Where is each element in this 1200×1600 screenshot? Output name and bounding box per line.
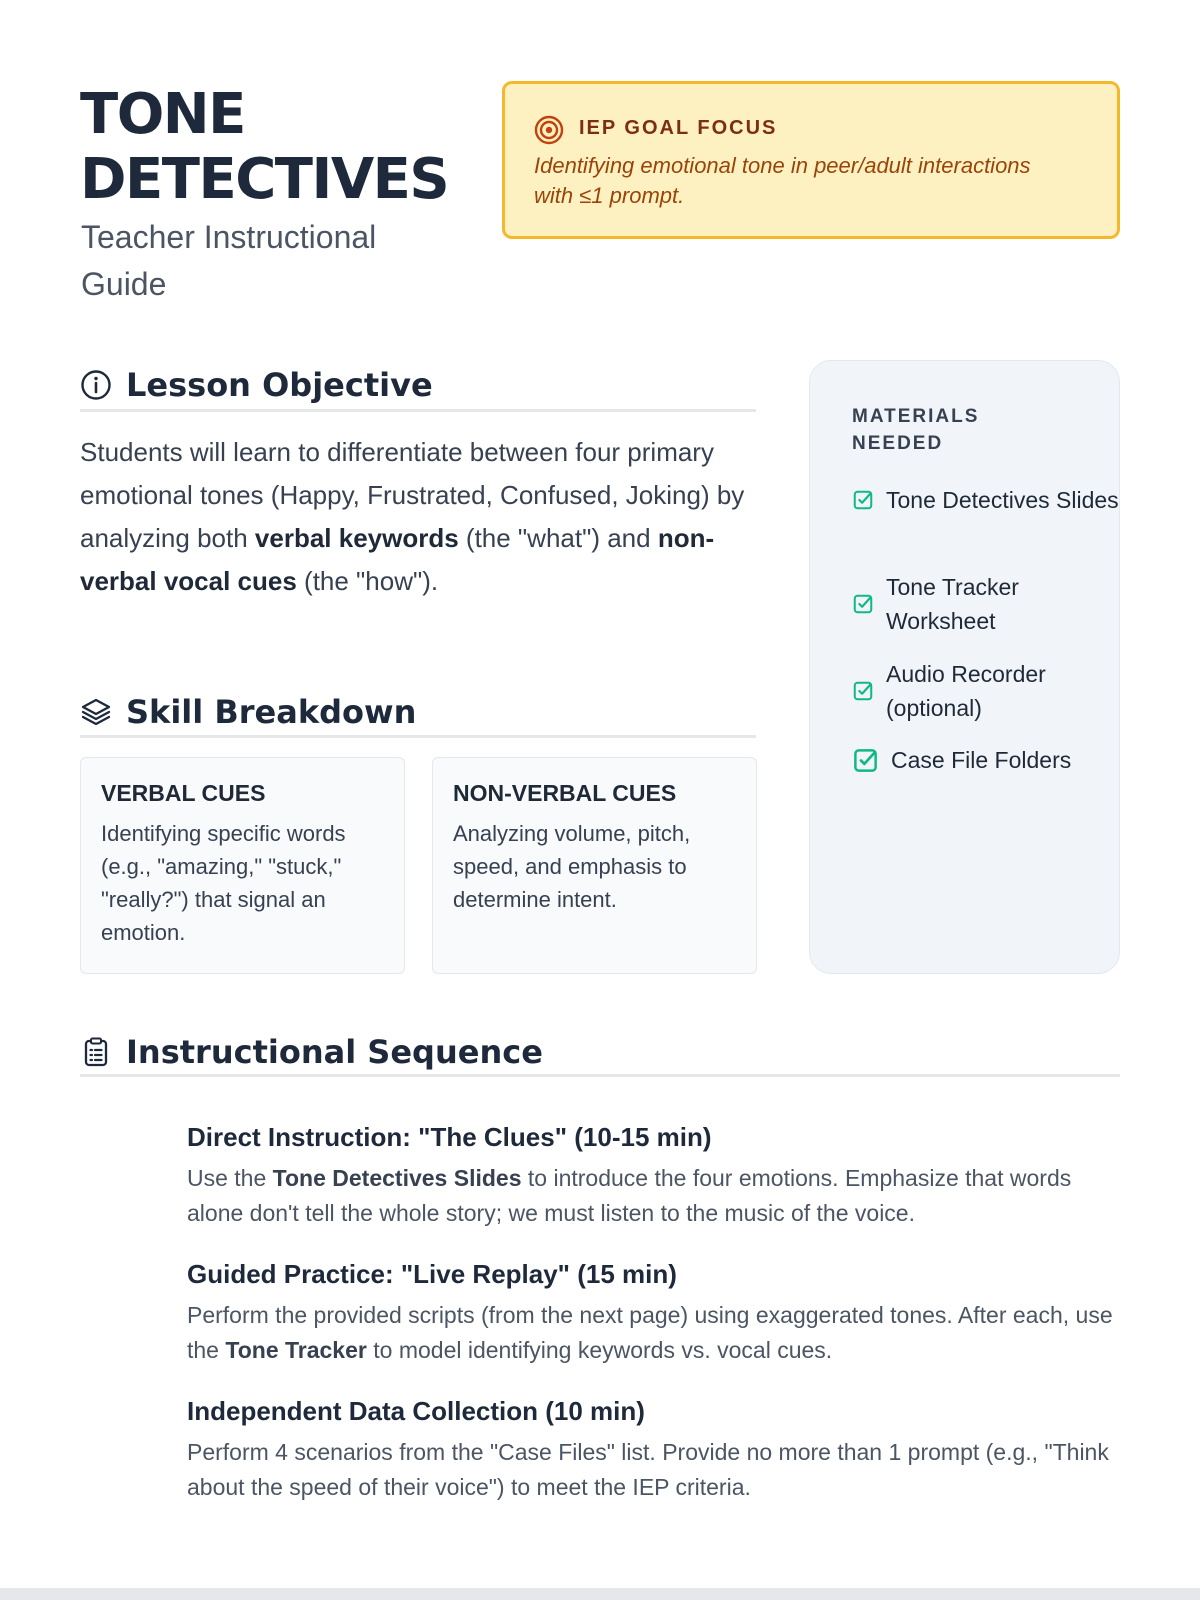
page-title: [80, 82, 480, 212]
objective-bold-1: verbal keywords: [254, 523, 459, 553]
material-item: [852, 570, 1119, 638]
materials-panel: [809, 360, 1120, 974]
step-text-part: Perform 4 scenarios from the "Case Files" list. Provide no more than 1 prompt (e.g., "Think about the speed of their voice") to meet the IEP criteria.: [187, 1439, 1109, 1500]
title-line-1: TONE: [80, 82, 245, 147]
iep-text: Identifying emotional tone in peer/adult interactions with ≤1 prompt.: [534, 153, 1031, 208]
objective-text-3: (the "how").: [296, 566, 439, 596]
objective-bold-2: non-verbal vocal cues: [80, 523, 715, 596]
skill-breakdown-header: [80, 688, 756, 738]
material-item: [852, 483, 1119, 517]
card-text: Identifying specific words (e.g., "amazing," "stuck," "really?") that signal an emotion.: [101, 821, 346, 945]
title-line-2: DETECTIVES: [80, 147, 449, 212]
material-label: Tone Detectives Slides: [886, 487, 1119, 513]
objective-text-1: Students will learn to differentiate between four primary emotional tones (Happy, Frustrated, Confused, Joking) by analyzing both: [80, 437, 745, 553]
info-icon: [80, 369, 112, 401]
lesson-objective-text: [80, 431, 750, 603]
instructional-sequence-header: [80, 1029, 1120, 1077]
clipboard-icon: [80, 1036, 112, 1068]
step-bold: Tone Tracker: [225, 1337, 367, 1363]
card-title: NON-VERBAL CUES: [453, 780, 677, 806]
step-title: Independent Data Collection (10 min): [187, 1396, 645, 1426]
step-text-part: Use the: [187, 1165, 273, 1191]
step-text-part: Perform the provided scripts (from the next page) using exaggerated tones. After each, use the: [187, 1302, 1113, 1363]
non-verbal-cues-card: [432, 757, 757, 974]
lesson-objective-header: [80, 360, 756, 412]
step-title: Guided Practice: "Live Replay" (15 min): [187, 1259, 677, 1289]
section-title: Skill Breakdown: [126, 692, 417, 731]
page-subtitle: Teacher Instructional Guide: [81, 219, 377, 302]
layers-icon: [80, 696, 112, 728]
step-text-part: to model identifying keywords vs. vocal cues.: [366, 1337, 833, 1363]
card-text: Analyzing volume, pitch, speed, and emphasis to determine intent.: [453, 821, 691, 912]
verbal-cues-card: [80, 757, 405, 974]
iep-label: IEP GOAL FOCUS: [579, 117, 778, 139]
sequence-step: [187, 1259, 1117, 1368]
check-square-icon: [852, 593, 874, 615]
step-text: [187, 1161, 1117, 1231]
sequence-step: [187, 1396, 1117, 1505]
step-bold: Tone Detectives Slides: [272, 1165, 522, 1191]
target-icon: [533, 114, 565, 146]
iep-goal-box: [502, 81, 1120, 239]
step-title: Direct Instruction: "The Clues" (10-15 min): [187, 1122, 712, 1152]
check-square-icon: [852, 747, 879, 774]
material-item: [852, 657, 1119, 725]
step-text: [187, 1298, 1117, 1368]
check-square-icon: [852, 680, 874, 702]
material-label: Tone Tracker Worksheet: [886, 574, 1019, 634]
material-label: Case File Folders: [891, 747, 1072, 773]
objective-text-2: (the "what") and: [458, 523, 658, 553]
material-label: Audio Recorder (optional): [886, 661, 1046, 721]
sequence-step: [187, 1122, 1117, 1231]
section-title: Lesson Objective: [126, 365, 433, 404]
step-text: [187, 1435, 1117, 1505]
materials-label: MATERIALS NEEDED: [852, 406, 980, 454]
card-title: VERBAL CUES: [101, 780, 266, 806]
step-text-part: to introduce the four emotions. Emphasize that words alone don't tell the whole story; we must listen to the music of the voice.: [187, 1165, 1072, 1226]
material-item: [852, 743, 1071, 777]
section-title: Instructional Sequence: [126, 1032, 543, 1071]
check-square-icon: [852, 489, 874, 511]
